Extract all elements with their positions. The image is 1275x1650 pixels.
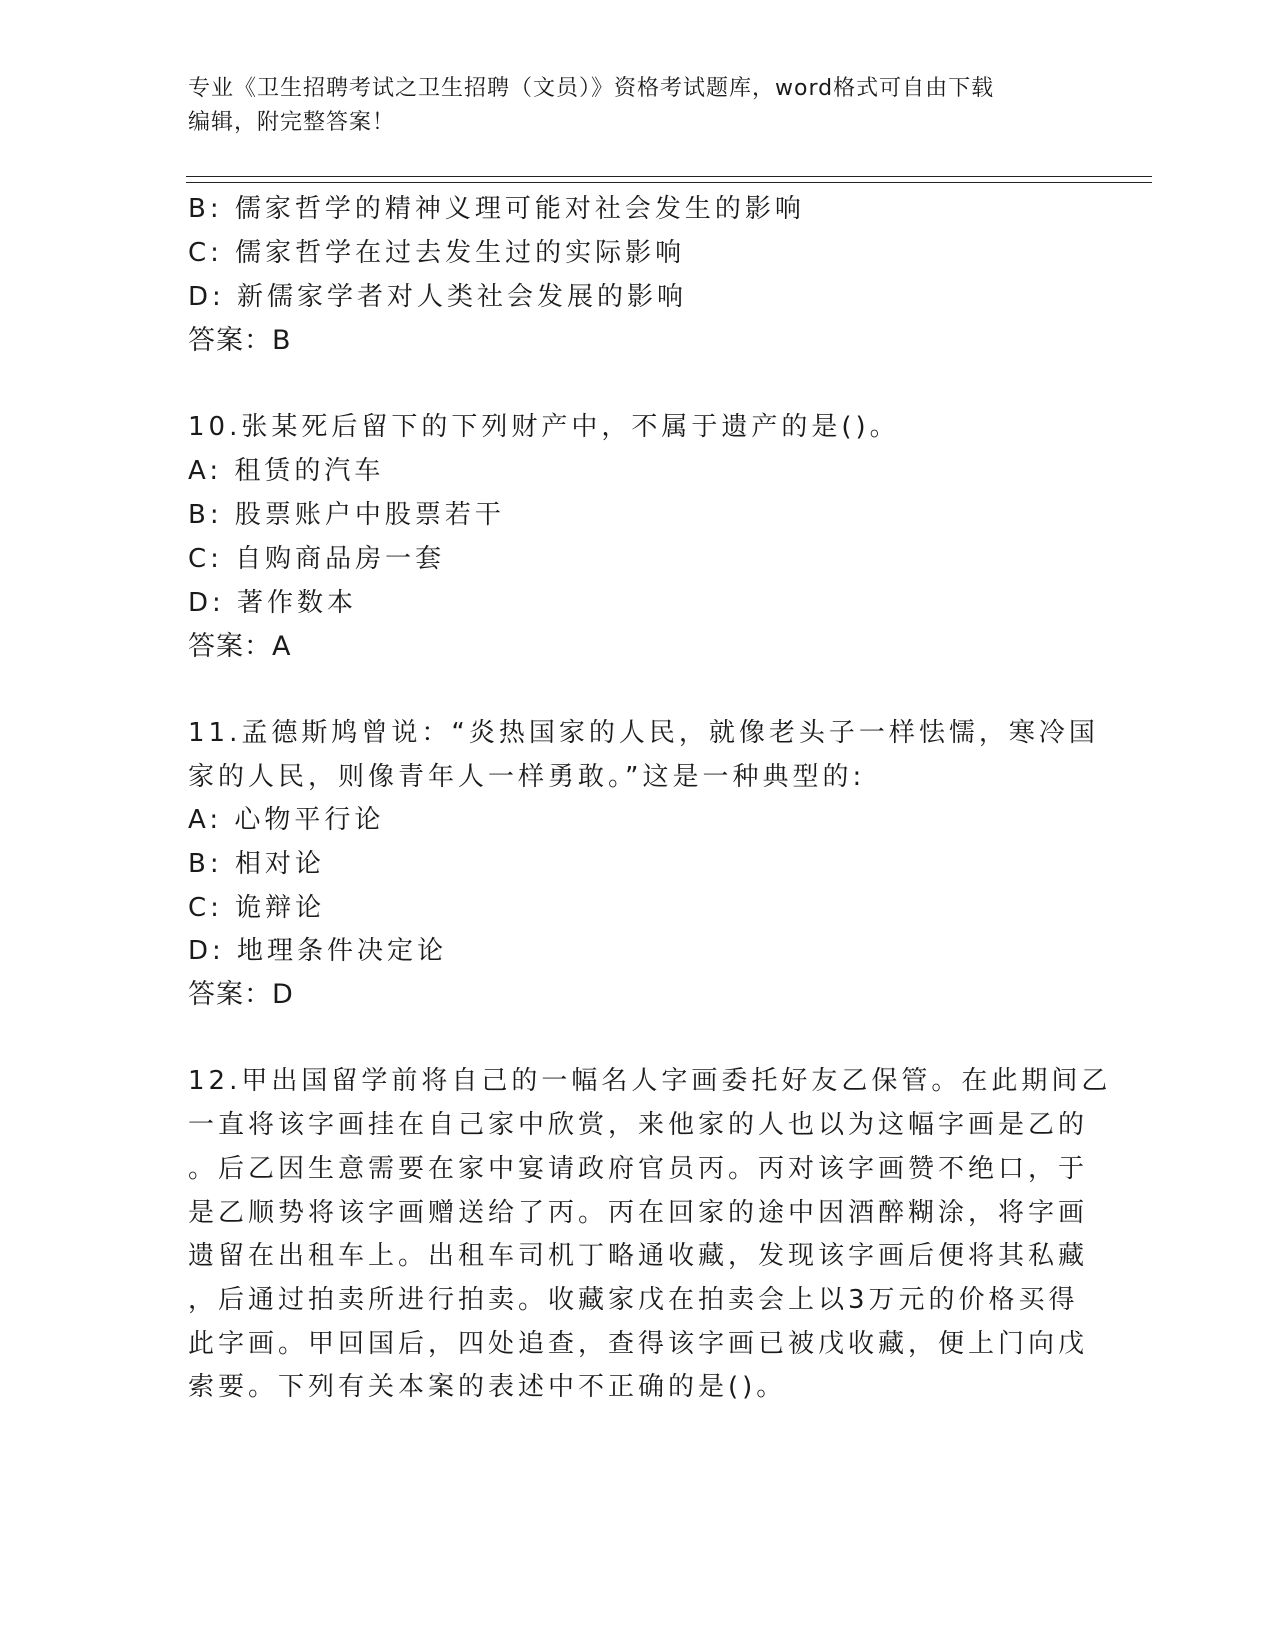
page-header [188, 72, 1088, 140]
option-line: B: 儒家哲学的精神义理可能对社会发生的影响 [188, 194, 805, 224]
option-line: A: 租赁的汽车 [188, 456, 385, 486]
question-line: 索要。下列有关本案的表述中不正确的是()。 [188, 1372, 787, 1402]
question-line: 11.孟德斯鸠曾说：“炎热国家的人民，就像老头子一样怯懦，寒冷国 [188, 718, 1099, 748]
header-line-1: 专业《卫生招聘考试之卫生招聘（文员）》资格考试题库，word格式可自由下载 [188, 76, 995, 101]
question-line: 家的人民，则像青年人一样勇敢。”这是一种典型的: [188, 762, 866, 792]
header-divider-top [186, 176, 1152, 177]
question-line: 。后乙因生意需要在家中宴请政府官员丙。丙对该字画赞不绝口，于 [188, 1154, 1089, 1184]
question-line: 10.张某死后留下的下列财产中，不属于遗产的是()。 [188, 412, 900, 442]
answer-line: 答案：D [188, 979, 294, 1010]
question-line: 一直将该字画挂在自己家中欣赏，来他家的人也以为这幅字画是乙的 [188, 1110, 1089, 1140]
question-line: 12.甲出国留学前将自己的一幅名人字画委托好友乙保管。在此期间乙 [188, 1066, 1112, 1096]
question-line: 此字画。甲回国后，四处追查，查得该字画已被戊收藏，便上门向戊 [188, 1329, 1089, 1359]
option-line: A: 心物平行论 [188, 805, 385, 835]
option-line: D: 著作数本 [188, 588, 358, 618]
answer-line: 答案：A [188, 631, 292, 662]
header-line-2: 编辑，附完整答案！ [188, 110, 396, 135]
question-line: 遗留在出租车上。出租车司机丁略通收藏，发现该字画后便将其私藏 [188, 1241, 1089, 1271]
question-line: ，后通过拍卖所进行拍卖。收藏家戊在拍卖会上以3万元的价格买得 [188, 1285, 1079, 1315]
question-line: 是乙顺势将该字画赠送给了丙。丙在回家的途中因酒醉糊涂，将字画 [188, 1198, 1089, 1228]
header-divider-bottom [186, 182, 1152, 183]
option-line: C: 儒家哲学在过去发生过的实际影响 [188, 238, 686, 268]
option-line: C: 诡辩论 [188, 893, 326, 923]
option-line: B: 股票账户中股票若干 [188, 500, 505, 530]
option-line: B: 相对论 [188, 849, 325, 879]
answer-line: 答案：B [188, 325, 292, 356]
option-line: C: 自购商品房一套 [188, 544, 446, 574]
option-line: D: 地理条件决定论 [188, 936, 448, 966]
option-line: D: 新儒家学者对人类社会发展的影响 [188, 282, 688, 312]
